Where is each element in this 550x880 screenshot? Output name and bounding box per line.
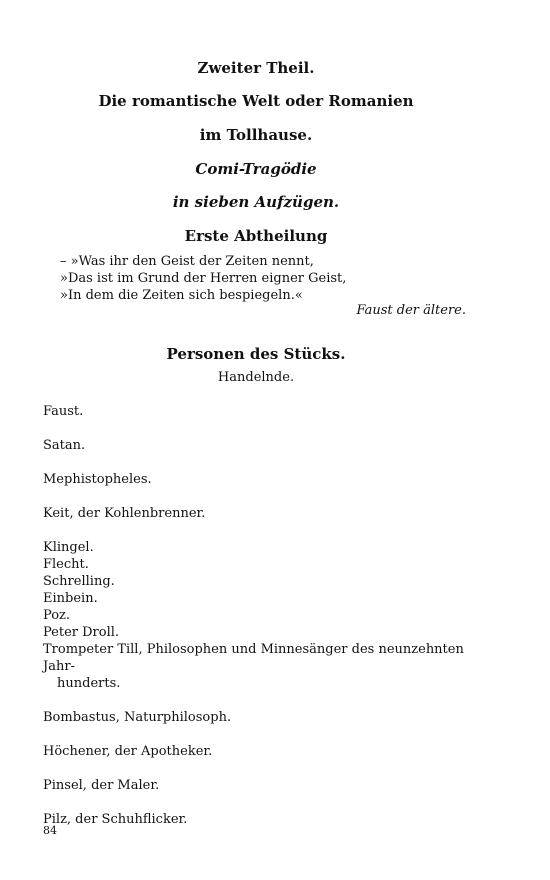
motto-line: »Das ist im Grund der Herren eigner Geist, xyxy=(60,271,347,286)
cast-item-continuation: hunderts. xyxy=(57,676,121,691)
cast-item: Pilz, der Schuhflicker. xyxy=(43,812,188,827)
cast-item: Pinsel, der Maler. xyxy=(43,778,160,793)
cast-item: Höchener, der Apotheker. xyxy=(43,744,213,759)
cast-item: Peter Droll. xyxy=(43,625,120,640)
cast-item: Schrelling. xyxy=(43,574,115,589)
motto-attribution: Faust der ältere. xyxy=(356,303,466,318)
persons-heading: Personen des Stücks. xyxy=(166,345,346,363)
persons-subheading: Handelnde. xyxy=(217,370,295,385)
acts-line: in sieben Aufzügen. xyxy=(172,193,340,211)
cast-item: Klingel. xyxy=(43,540,94,555)
part-heading: Zweiter Theil. xyxy=(197,59,315,77)
page-number: 84 xyxy=(43,824,57,837)
cast-item: Poz. xyxy=(43,608,71,623)
section-heading: Erste Abtheilung xyxy=(184,227,328,245)
cast-item: Bombastus, Naturphilosoph. xyxy=(43,710,232,725)
cast-item: Faust. xyxy=(43,404,84,419)
play-title: Die romantische Welt oder Romanien xyxy=(98,92,414,110)
motto-line: – »Was ihr den Geist der Zeiten nennt, xyxy=(60,254,314,269)
motto-verse xyxy=(60,253,346,304)
cast-item: Flecht. xyxy=(43,557,89,572)
motto-line: »In dem die Zeiten sich bespiegeln.« xyxy=(60,288,303,303)
cast-item: Einbein. xyxy=(43,591,98,606)
genre-line: Comi-Tragödie xyxy=(195,160,317,178)
cast-item: Keit, der Kohlenbrenner. xyxy=(43,506,206,521)
play-subtitle: im Tollhause. xyxy=(199,126,313,144)
cast-item: Trompeter Till, Philosophen und Minnesänger des neunzehnten Jahr- xyxy=(43,642,464,674)
cast-list xyxy=(43,403,473,828)
cast-item: Satan. xyxy=(43,438,86,453)
cast-item: Mephistopheles. xyxy=(43,472,152,487)
